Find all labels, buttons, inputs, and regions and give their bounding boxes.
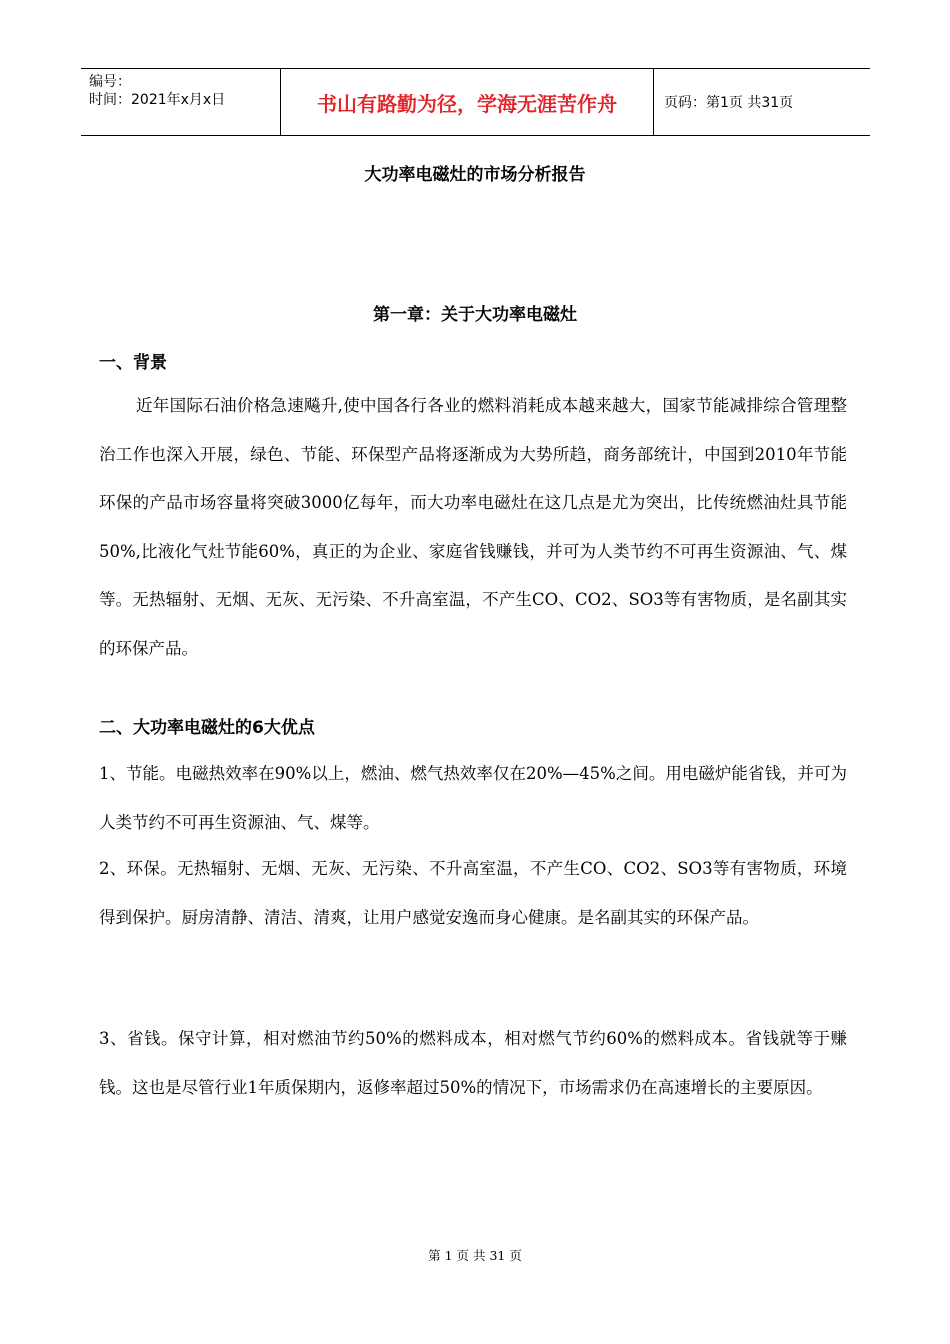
page-info-cell [654,69,870,135]
chapter-title: 第一章：关于大功率电磁灶 [373,305,577,325]
paragraph-advantage-3: 3、省钱。保守计算，相对燃油节约50%的燃料成本，相对燃气节约60%的燃料成本。省钱就等于赚钱。这也是尽管行业1年质保期内，返修率超过50%的情况下，市场需求仍在高速增长的主要原因。 [99,1029,847,1097]
section-heading-advantages: 二、大功率电磁灶的6大优点 [99,718,315,738]
motto-cell [281,69,654,135]
paragraph-background: 近年国际石油价格急速飚升,使中国各行各业的燃料消耗成本越来越大，国家节能减排综合管理整治工作也深入开展，绿色、节能、环保型产品将逐渐成为大势所趋，商务部统计，中国到2010年节能环保的产品市场容量将突破3000亿每年，而大功率电磁灶在这几点是尤为突出，比传统燃油灶具节能50%,比液化气灶节能60%，真正的为企业、家庭省钱赚钱，并可为人类节约不可再生资源油、气、煤等。无热辐射、无烟、无灰、无污染、不升高室温，不产生CO、CO2、SO3等有害物质，是名副其实的环保产品。 [99,396,847,658]
document-title: 大功率电磁灶的市场分析报告 [364,165,586,185]
header-meta-cell [81,69,281,135]
section-heading-background: 一、背景 [99,353,167,373]
motto-text: 书山有路勤为径，学海无涯苦作舟 [317,91,617,116]
page-footer: 第 1 页 共 31 页 [428,1248,522,1263]
header-table [81,68,870,136]
date-label: 时间：2021年x月x日 [89,92,226,108]
paragraph-advantage-1: 1、节能。电磁热效率在90%以上，燃油、燃气热效率仅在20%—45%之间。用电磁炉能省钱，并可为人类节约不可再生资源油、气、煤等。 [99,764,847,832]
number-label: 编号： [89,74,131,90]
page-info-text: 页码：第1页 共31页 [664,95,794,111]
paragraph-advantage-2: 2、环保。无热辐射、无烟、无灰、无污染、不升高室温，不产生CO、CO2、SO3等有害物质，环境得到保护。厨房清静、清洁、清爽，让用户感觉安逸而身心健康。是名副其实的环保产品。 [99,859,847,927]
